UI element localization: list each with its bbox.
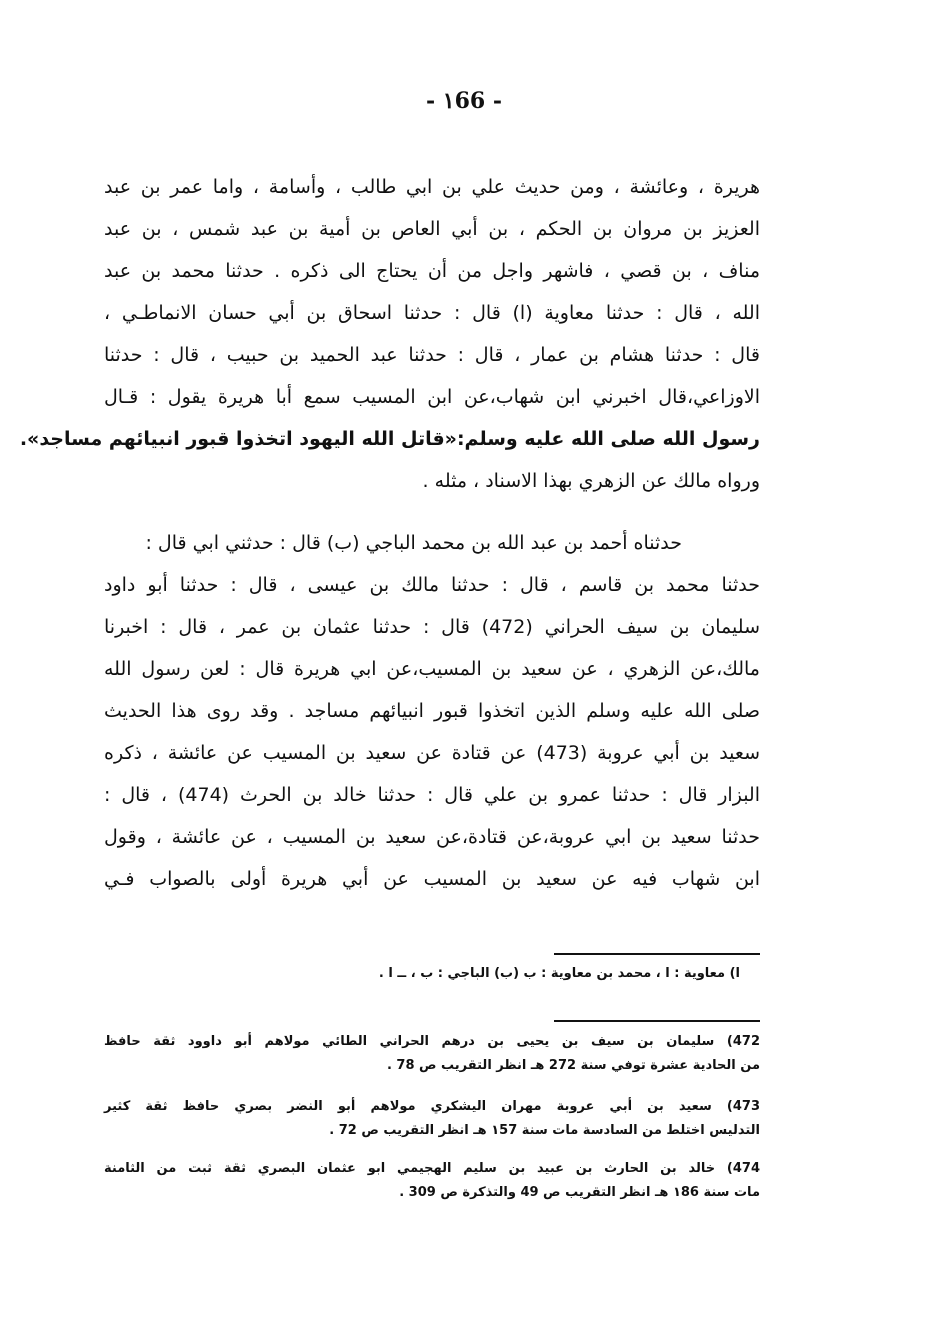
footnote-line: التدليس اختلط من السادسة مات سنة ١57 هـ انظر التقريب ص 72 . bbox=[329, 1123, 760, 1138]
footnote-a bbox=[104, 962, 760, 986]
footnote-line: ا) معاوية : ا ، محمد بن معاوية : ب (ب) الباجي : ب ، ــ ا . bbox=[378, 966, 740, 981]
text-line: حدثنا محمد بن قاسم ، قال : حدثنا مالك بن عيسى ، قال : حدثنا أبو داود bbox=[104, 574, 760, 596]
footnote-separator bbox=[554, 953, 760, 955]
text-line: مالك،عن الزهري ، عن سعيد بن المسيب،عن ابي هريرة قال : لعن رسول الله bbox=[104, 658, 760, 680]
footnote-line: مات سنة ١86 هـ انظر التقريب ص 49 والتذكرة ص 309 . bbox=[399, 1185, 760, 1200]
text-line: هريرة ، وعائشة ، ومن حديث علي بن ابي طالب ، وأسامة ، واما عمر بن عبد bbox=[104, 176, 760, 198]
footnote-line: 473) سعيد بن أبي عروبة مهران اليشكري مولاهم أبو النضر بصري حافظ ثقة كثير bbox=[104, 1099, 760, 1114]
text-line: ورواه مالك عن الزهري بهذا الاسناد ، مثله . bbox=[422, 470, 760, 492]
text-line: حدثنا سعيد بن ابي عروبة،عن قتادة،عن سعيد بن المسيب ، عن عائشة ، وقول bbox=[104, 826, 760, 848]
footnote-line: 472) سليمان بن سيف بن يحيى بن درهم الحراني الطائي مولاهم أبو داوود ثقة حافظ bbox=[104, 1034, 760, 1049]
text-line: الاوزاعي،قال اخبرني ابن شهاب،عن ابن المسيب سمع أبا هريرة يقول : قـال bbox=[104, 386, 760, 408]
text-line: الله ، قال : حدثنا معاوية (ا) قال : حدثنا اسحاق بن أبي حسان الانماطـي ، bbox=[104, 302, 760, 324]
main-text bbox=[19, 166, 760, 900]
page-number: - ١66 - bbox=[425, 88, 503, 114]
hadith-quote-line: رسول الله صلى الله عليه وسلم:«قاتل الله اليهود اتخذوا قبور انبيائهم مساجد». bbox=[19, 428, 760, 450]
text-line: البزار قال : حدثنا عمرو بن علي قال : حدثنا خالد بن الحرث (474) ، قال : bbox=[104, 784, 760, 806]
footnote-line: من الحادية عشرة توفي سنة 272 هـ انظر التقريب ص 78 . bbox=[386, 1058, 760, 1073]
text-line: قال : حدثنا هشام بن عمار ، قال : حدثنا عبد الحميد بن حبيب ، قال : حدثنا bbox=[104, 344, 760, 366]
paragraph-start-line: حدثناه أحمد بن عبد الله بن محمد الباجي (ب) قال : حدثني ابي قال : bbox=[145, 532, 682, 554]
footnote-line: 474) خالد بن الحارث بن عبيد بن سليم الهجيمي ابو عثمان البصري ثقة ثبت من الثامنة bbox=[104, 1161, 760, 1176]
footnote-474 bbox=[104, 1157, 760, 1205]
text-line: سعيد بن أبي عروبة (473) عن قتادة عن سعيد بن المسيب عن عائشة ، ذكره bbox=[104, 742, 760, 764]
text-line: سليمان بن سيف الحراني (472) قال : حدثنا عثمان بن عمر ، قال : اخبرنا bbox=[104, 616, 760, 638]
footnote-separator bbox=[554, 1020, 760, 1022]
text-line: صلى الله عليه وسلم الذين اتخذوا قبور انبيائهم مساجد . وقد روى هذا الحديث bbox=[104, 700, 760, 722]
footnote-473 bbox=[104, 1095, 760, 1143]
footnote-472 bbox=[104, 1030, 760, 1078]
text-line: مناف ، بن قصي ، فاشهر واجل من أن يحتاج الى ذكره . حدثنا محمد بن عبد bbox=[104, 260, 760, 282]
text-line: العزيز بن مروان بن الحكم ، بن أبي العاص بن أمية بن عبد شمس ، بن عبد bbox=[104, 218, 760, 240]
text-line: ابن شهاب فيه عن سعيد بن المسيب عن أبي هريرة أولى بالصواب فـي bbox=[104, 868, 760, 890]
